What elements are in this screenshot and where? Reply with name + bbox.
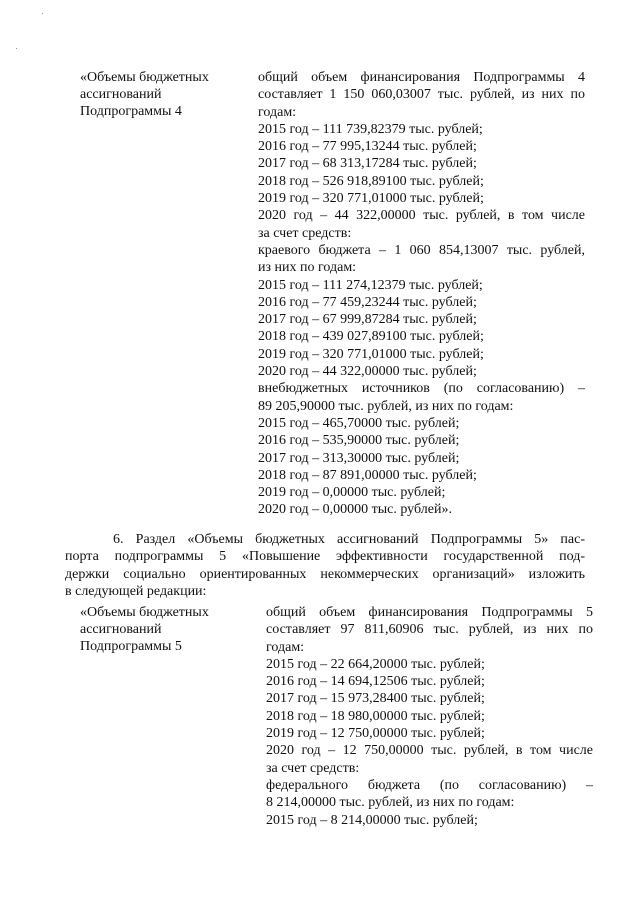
block1-text-line: составляет 1 150 060,03007 тыс. рублей, из них по <box>258 87 585 103</box>
block2-text-line: 2018 год – 18 980,00000 тыс. рублей; <box>266 708 485 724</box>
block1-text-line: из них по годам: <box>258 260 357 276</box>
block1-text-line: 2016 год – 535,90000 тыс. рублей; <box>258 433 460 449</box>
block2-text-line: 2016 год – 14 694,12506 тыс. рублей; <box>266 674 485 690</box>
block1-text-line: 2017 год – 67 999,87284 тыс. рублей; <box>258 312 477 328</box>
block2-text-line: 2015 год – 22 664,20000 тыс. рублей; <box>266 656 485 672</box>
paragraph-6 <box>65 531 585 600</box>
block2-text-line: федерального бюджета (по согласованию) – <box>266 777 593 793</box>
block2-text-line: 2015 год – 8 214,00000 тыс. рублей; <box>266 812 478 828</box>
block1-left-line: ассигнований <box>80 87 162 102</box>
block2-text-line: 2017 год – 15 973,28400 тыс. рублей; <box>266 691 485 707</box>
block1-text-line: 2018 год – 439 027,89100 тыс. рублей; <box>258 329 484 345</box>
block1-text-line: годам: <box>258 104 297 120</box>
block2-text-line: 2020 год – 12 750,00000 тыс. рублей, в том числе <box>266 743 593 759</box>
block2-left-line: «Объемы бюджетных <box>80 605 209 620</box>
block1-left-line: «Объемы бюджетных <box>80 70 209 85</box>
block2-text-line: составляет 97 811,60906 тыс. рублей, из них по <box>266 622 593 638</box>
block2-text-line: 2019 год – 12 750,00000 тыс. рублей; <box>266 726 485 742</box>
block1-left-line: Подпрограммы 4 <box>80 104 182 119</box>
block1-text-line: 2017 год – 68 313,17284 тыс. рублей; <box>258 156 477 172</box>
block2-left-line: ассигнований <box>80 622 162 637</box>
block1-text-line: 2015 год – 465,70000 тыс. рублей; <box>258 415 460 431</box>
block1-right-text <box>258 69 585 519</box>
block1-text-line: 2020 год – 0,00000 тыс. рублей». <box>258 502 452 518</box>
block1-text-line: внебюджетных источников (по согласованию) – <box>258 381 585 397</box>
block1-text-line: 89 205,90000 тыс. рублей, из них по годам: <box>258 398 514 414</box>
block1-text-line: 2015 год – 111 274,12379 тыс. рублей; <box>258 277 483 293</box>
block1-text-line: 2016 год – 77 995,13244 тыс. рублей; <box>258 139 477 155</box>
block1-text-line: 2020 год – 44 322,00000 тыс. рублей; <box>258 364 477 380</box>
block1-left-label <box>80 69 255 120</box>
block2-left-label <box>80 604 255 655</box>
block2-text-line: 8 214,00000 тыс. рублей, из них по годам: <box>266 795 515 811</box>
block1-text-line: за счет средств: <box>258 225 352 241</box>
block1-text-line: 2018 год – 526 918,89100 тыс. рублей; <box>258 173 484 189</box>
block1-text-line: 2015 год – 111 739,82379 тыс. рублей; <box>258 121 483 137</box>
scan-speck <box>42 13 43 14</box>
paragraph-line: 6. Раздел «Объемы бюджетных ассигнований Подпрограммы 5» пас- <box>113 532 585 547</box>
block2-text-line: годам: <box>266 639 305 655</box>
block2-left-line: Подпрограммы 5 <box>80 639 182 654</box>
block1-text-line: краевого бюджета – 1 060 854,13007 тыс. рублей, <box>258 242 585 258</box>
paragraph-line: в следующей редакции: <box>65 583 207 599</box>
paragraph-line: порта подпрограммы 5 «Повышение эффективности государственной под- <box>65 549 585 565</box>
block2-text-line: общий объем финансирования Подпрограммы 5 <box>266 605 593 620</box>
block1-text-line: 2017 год – 313,30000 тыс. рублей; <box>258 450 460 466</box>
block1-text-line: 2019 год – 0,00000 тыс. рублей; <box>258 485 446 501</box>
block1-text-line: 2020 год – 44 322,00000 тыс. рублей, в том числе <box>258 208 585 224</box>
block2-text-line: за счет средств: <box>266 760 360 776</box>
block1-text-line: 2018 год – 87 891,00000 тыс. рублей; <box>258 467 477 483</box>
block1-text-line: общий объем финансирования Подпрограммы 4 <box>258 70 585 85</box>
block1-text-line: 2019 год – 320 771,01000 тыс. рублей; <box>258 346 484 362</box>
scan-speck <box>16 48 17 49</box>
paragraph-line: держки социально ориентированных некоммерческих организаций» изложить <box>65 566 585 582</box>
block1-text-line: 2016 год – 77 459,23244 тыс. рублей; <box>258 294 477 310</box>
block1-text-line: 2019 год – 320 771,01000 тыс. рублей; <box>258 191 484 207</box>
block2-right-text <box>266 604 593 829</box>
